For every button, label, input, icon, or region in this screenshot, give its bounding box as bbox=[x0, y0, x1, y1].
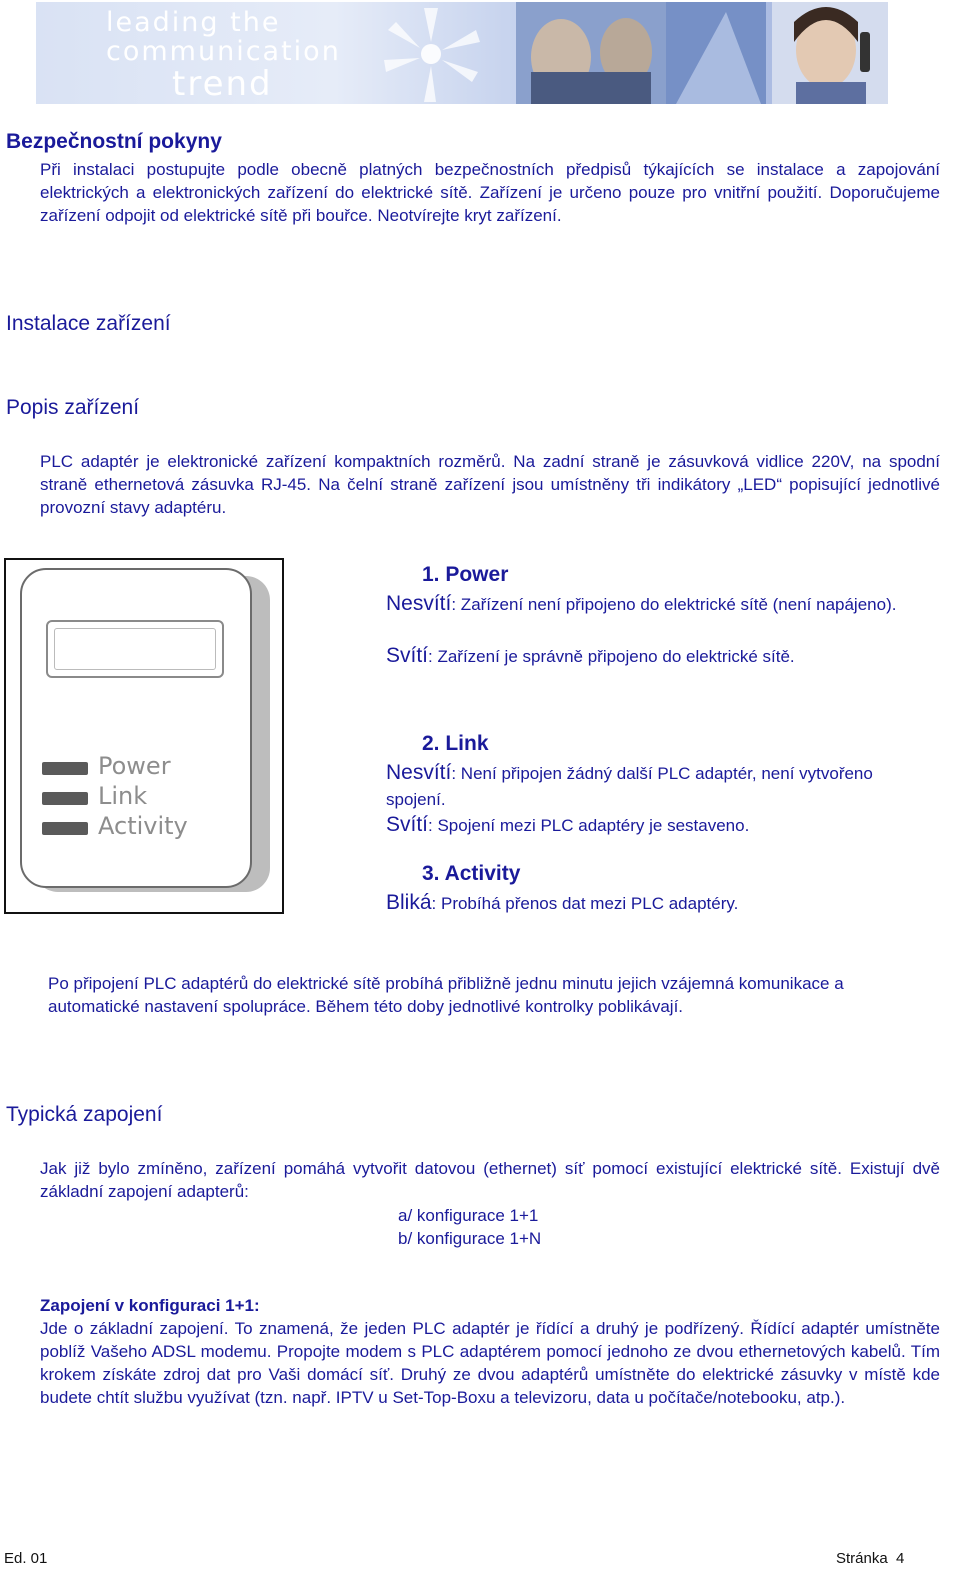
led-label-power: Power bbox=[98, 752, 171, 780]
state-text: : Zařízení není připojeno do elektrické sítě (není napájeno). bbox=[451, 595, 897, 614]
state-text: : Zařízení je správně připojeno do elektrické sítě. bbox=[428, 647, 795, 666]
link-on-desc bbox=[386, 812, 906, 839]
typical-title: Typická zapojení bbox=[6, 1103, 163, 1126]
activity-blink-desc bbox=[386, 890, 926, 917]
config-option-a: a/ konfigurace 1+1 bbox=[398, 1206, 539, 1225]
description-title: Popis zařízení bbox=[6, 396, 140, 419]
state-text: : Spojení mezi PLC adaptéry je sestaveno. bbox=[428, 816, 750, 835]
led-label-link: Link bbox=[98, 782, 148, 810]
state-label: Svítí bbox=[386, 813, 429, 836]
state-text: : Probíhá přenos dat mezi PLC adaptéry. bbox=[431, 894, 739, 913]
led-heading-activity: 3. Activity bbox=[422, 862, 521, 885]
led-power bbox=[42, 762, 88, 775]
banner-photo bbox=[666, 2, 888, 104]
power-on-desc bbox=[386, 643, 906, 670]
startup-note: Po připojení PLC adaptérů do elektrické sítě probíhá přibližně jednu minutu jejich vzájemná komunikace a automatické nastavení spolupráce. Během této doby jednotlivé kontrolky poblikávají. bbox=[48, 974, 844, 1016]
adapter-body bbox=[20, 568, 252, 888]
config11-title: Zapojení v konfiguraci 1+1: bbox=[40, 1296, 260, 1315]
banner-slogan bbox=[106, 8, 341, 102]
footer-page-number: Stránka 4 bbox=[836, 1550, 905, 1567]
state-label: Nesvítí bbox=[386, 761, 452, 784]
state-label: Svítí bbox=[386, 644, 429, 667]
led-heading-power: 1. Power bbox=[422, 563, 509, 586]
slogan-line-1: leading the bbox=[106, 7, 281, 38]
link-off-desc bbox=[386, 760, 906, 813]
led-heading-link: 2. Link bbox=[422, 732, 489, 755]
adapter-window bbox=[46, 620, 224, 678]
install-title: Instalace zařízení bbox=[6, 312, 171, 335]
typical-text: Jak již bylo zmíněno, zařízení pomáhá vytvořit datovou (ethernet) síť pomocí existující elektrické sítě. Existují dvě základní zapojení adapterů: bbox=[40, 1159, 940, 1201]
safety-text: Při instalaci postupujte podle obecně platných bezpečnostních předpisů týkajících se instalace a zapojování elektrických a elektronických zařízení do elektrické sítě. Zařízení je určeno pouze pro vnitřní použití. Doporučujeme zařízení odpojit od elektrické sítě při bouřce. Neotvírejte kryt zařízení. bbox=[40, 160, 940, 225]
safety-title: Bezpečnostní pokyny bbox=[6, 130, 222, 153]
state-label: Nesvítí bbox=[386, 592, 452, 615]
slogan-line-3: trend bbox=[172, 64, 273, 104]
plc-adapter-illustration bbox=[4, 558, 284, 914]
power-off-desc bbox=[386, 591, 906, 618]
led-label-activity: Activity bbox=[98, 812, 188, 840]
footer-edition: Ed. 01 bbox=[4, 1550, 48, 1567]
led-link bbox=[42, 792, 88, 805]
led-activity bbox=[42, 822, 88, 835]
banner-decoration bbox=[336, 2, 666, 104]
state-label: Bliká bbox=[386, 891, 432, 914]
header-banner bbox=[36, 2, 888, 104]
state-text: : Není připojen žádný další PLC adaptér, není vytvořeno spojení. bbox=[386, 764, 873, 809]
slogan-line-2: communication bbox=[106, 36, 341, 67]
config11-text: Jde o základní zapojení. To znamená, že jeden PLC adaptér je řídící a druhý je podřízený. Řídící adaptér umístněte poblíž Vašeho ADSL modemu. Propojte modem s PLC adaptérem pomocí jednoho ze dvou ethernetových kabelů. Tím krokem získáte zdroj dat pro Vaši domácí síť. Druhý ze dvou adaptérů umístněte do elektrické zásuvky v místě kde budete chtít službu využívat (tzn. např. IPTV u Set-Top-Boxu a televizoru, data u počítače/notebooku, atp.). bbox=[40, 1319, 940, 1407]
description-text: PLC adaptér je elektronické zařízení kompaktních rozměrů. Na zadní straně je zásuvková vidlice 220V, na spodní straně ethernetová zásuvka RJ-45. Na čelní straně zařízení jsou umístněny tři indikátory „LED“ popisující jednotlivé provozní stavy adaptéru. bbox=[40, 452, 940, 517]
config-option-b: b/ konfigurace 1+N bbox=[398, 1229, 542, 1248]
